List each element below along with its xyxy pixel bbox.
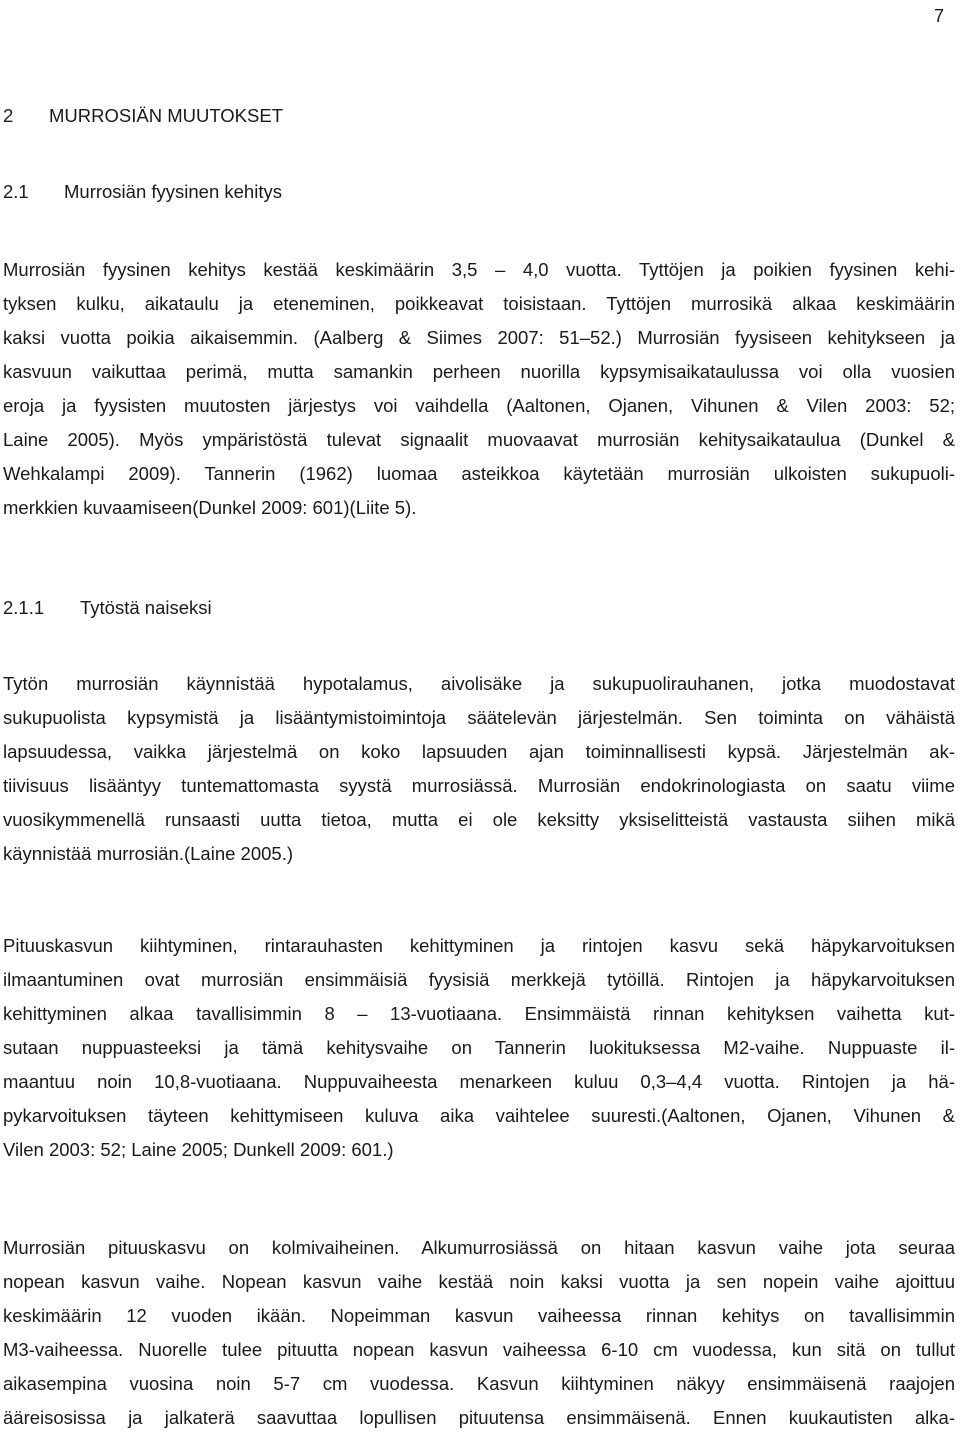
- text-line: sutaan nuppuasteeksi ja tämä kehitysvaihe on Tannerin luokituksessa M2-vaihe. Nuppuaste il-: [3, 1037, 955, 1058]
- text-line: tiivisuus lisääntyy tuntemattomasta syystä murrosiässä. Murrosiän endokrinologiasta on saatu viime: [3, 775, 955, 796]
- section-heading-2: [3, 105, 283, 127]
- text-line: kasvuun vaikuttaa perimä, mutta samankin perheen nuorilla kypsymisaikataulussa voi olla vuosien: [3, 361, 955, 382]
- text-line: tyksen kulku, aikataulu ja eteneminen, poikkeavat toisistaan. Tyttöjen murrosikä alkaa keskimäärin: [3, 293, 955, 314]
- text-line: Vilen 2003: 52; Laine 2005; Dunkell 2009: 601.): [3, 1139, 394, 1160]
- section-number: 2.1.1: [3, 597, 45, 618]
- section-title: Murrosiän fyysinen kehitys: [64, 181, 282, 202]
- text-line: Murrosiän fyysinen kehitys kestää keskimäärin 3,5 – 4,0 vuotta. Tyttöjen ja poikien fyysinen kehi-: [3, 259, 955, 280]
- text-line: Tytön murrosiän käynnistää hypotalamus, aivolisäke ja sukupuolirauhanen, jotka muodostavat: [3, 673, 955, 694]
- text-line: lapsuudessa, vaikka järjestelmä on koko lapsuuden ajan toiminnallisesti kypsä. Järjestelmän ak-: [3, 741, 955, 762]
- text-line: pykarvoituksen täyteen kehittymiseen kuluva aika vaihtelee suuresti.(Aaltonen, Ojanen, Vihunen &: [3, 1105, 955, 1126]
- text-line: eroja ja fyysisten muutosten järjestys voi vaihdella (Aaltonen, Ojanen, Vihunen & Vilen 2003: 52;: [3, 395, 955, 416]
- text-line: ääreisosissa ja jalkaterä saavuttaa lopullisen pituutensa ensimmäisenä. Ennen kuukautisten alka-: [3, 1407, 955, 1428]
- page-number: 7: [933, 6, 944, 26]
- text-line: nopean kasvun vaihe. Nopean kasvun vaihe kestää noin kaksi vuotta ja sen nopein vaihe ajoittuu: [3, 1271, 955, 1292]
- section-number: 2: [3, 105, 14, 126]
- text-line: merkkien kuvaamiseen(Dunkel 2009: 601)(Liite 5).: [3, 497, 417, 518]
- text-line: ilmaantuminen ovat murrosiän ensimmäisiä fyysisiä merkkejä tytöillä. Rintojen ja häpykarvoituksen: [3, 969, 955, 990]
- section-number: 2.1: [3, 181, 29, 202]
- text-line: vuosikymmenellä runsaasti uutta tietoa, mutta ei ole keksitty yksiselitteistä vastausta siihen mikä: [3, 809, 955, 830]
- text-line: Murrosiän pituuskasvu on kolmivaiheinen. Alkumurrosiässä on hitaan kasvun vaihe jota seuraa: [3, 1237, 955, 1258]
- section-heading-2-1: [3, 181, 282, 203]
- text-line: kehittyminen alkaa tavallisimmin 8 – 13-vuotiaana. Ensimmäistä rinnan kehityksen vaihetta kut-: [3, 1003, 955, 1024]
- section-title: Tytöstä naiseksi: [80, 597, 212, 618]
- text-line: käynnistää murrosiän.(Laine 2005.): [3, 843, 293, 864]
- section-heading-2-1-1: [3, 597, 212, 619]
- text-line: sukupuolista kypsymistä ja lisääntymistoimintoja säätelevän järjestelmän. Sen toiminta on vähäistä: [3, 707, 955, 728]
- text-line: Wehkalampi 2009). Tannerin (1962) luomaa asteikkoa käytetään murrosiän ulkoisten sukupuoli-: [3, 463, 955, 484]
- text-line: Laine 2005). Myös ympäristöstä tulevat signaalit muovaavat murrosiän kehitysaikataulua (Dunkel &: [3, 429, 955, 450]
- section-title: MURROSIÄN MUUTOKSET: [49, 105, 284, 126]
- text-line: maantuu noin 10,8-vuotiaana. Nuppuvaiheesta menarkeen kuluu 0,3–4,4 vuotta. Rintojen ja hä-: [3, 1071, 955, 1092]
- text-line: M3-vaiheessa. Nuorelle tulee pituutta nopean kasvun vaiheessa 6-10 cm vuodessa, kun sitä on tullut: [3, 1339, 955, 1360]
- text-line: kaksi vuotta poikia aikaisemmin. (Aalberg & Siimes 2007: 51–52.) Murrosiän fyysiseen kehitykseen ja: [3, 327, 955, 348]
- text-line: Pituuskasvun kiihtyminen, rintarauhasten kehittyminen ja rintojen kasvu sekä häpykarvoituksen: [3, 935, 955, 956]
- text-line: aikasempina vuosina noin 5-7 cm vuodessa. Kasvun kiihtyminen näkyy ensimmäisenä raajojen: [3, 1373, 955, 1394]
- text-line: keskimäärin 12 vuoden ikään. Nopeimman kasvun vaiheessa rinnan kehitys on tavallisimmin: [3, 1305, 955, 1326]
